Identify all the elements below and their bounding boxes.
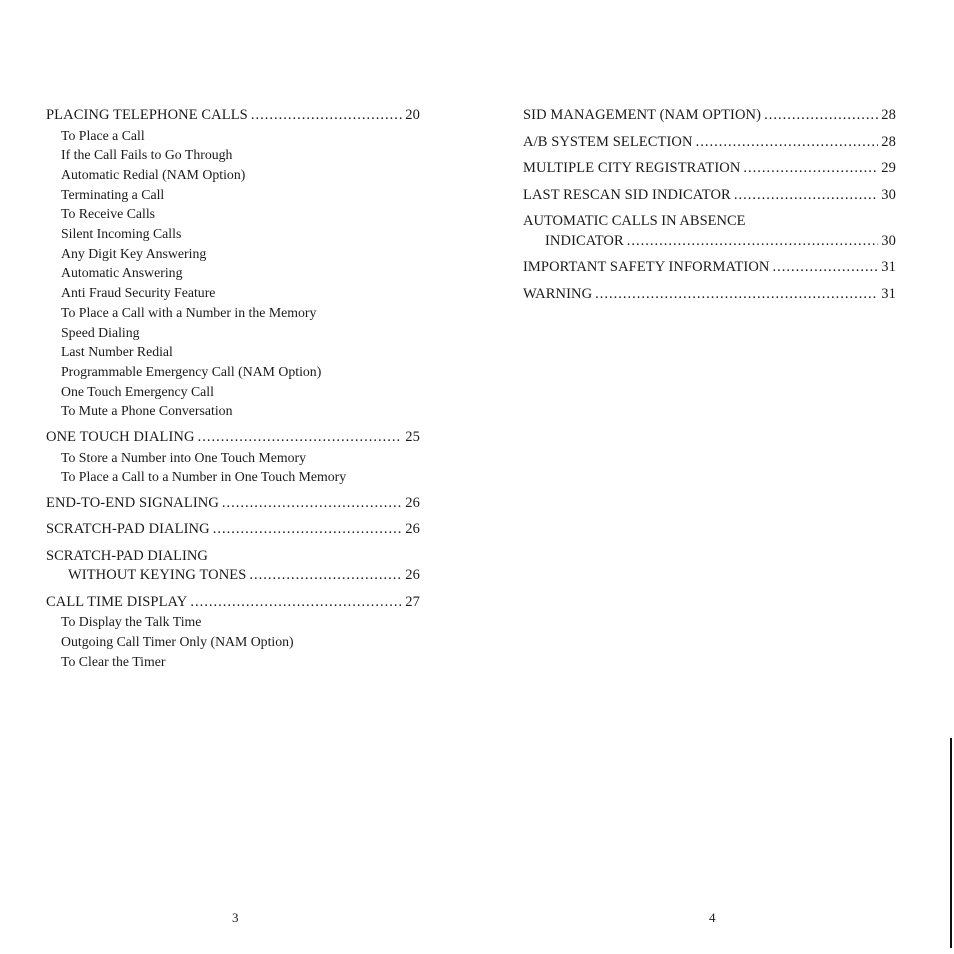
toc-subentry: Automatic Answering [61,265,183,281]
toc-leader-dots [772,258,878,278]
toc-left-column [46,106,420,679]
toc-page-number: 28 [881,107,896,123]
page-number-right: 4 [709,910,716,925]
toc-leader-dots [213,520,403,540]
toc-subentry: Anti Fraud Security Feature [61,285,216,301]
toc-leader-dots [190,593,402,613]
toc-section [46,494,420,514]
toc-entry [46,566,420,586]
toc-section [523,258,896,278]
toc-page-number: 31 [881,285,896,302]
toc-leader-dots [696,133,879,153]
toc-entry-title: WARNING [523,285,593,302]
toc-subentry: To Display the Talk Time [61,614,202,630]
toc-entry [523,285,896,305]
toc-page-number: 26 [405,494,420,511]
toc-section [46,106,420,421]
toc-entry [46,428,420,448]
toc-entry [523,133,896,153]
toc-entry-title: LAST RESCAN SID INDICATOR [523,186,731,203]
toc-entry [523,159,896,179]
toc-subentry: If the Call Fails to Go Through [61,147,233,163]
toc-subentry: Outgoing Call Timer Only (NAM Option) [61,634,294,650]
margin-rule [950,738,952,948]
toc-entry [523,232,896,252]
toc-entry-title: ONE TOUCH DIALING [46,429,195,446]
toc-leader-dots [249,566,402,586]
toc-entry-title: AUTOMATIC CALLS IN ABSENCE [523,213,746,229]
toc-section [523,285,896,305]
toc-entry-title: A/B SYSTEM SELECTION [523,133,693,150]
toc-page-number: 27 [405,593,420,610]
toc-entry-title: WITHOUT KEYING TONES [68,567,247,584]
toc-page-number: 31 [881,259,896,275]
toc-entry [523,106,896,126]
toc-page-number: 26 [405,521,420,538]
toc-subentry: Last Number Redial [61,344,173,360]
toc-page-number: 30 [881,186,896,203]
toc-subentry: Automatic Redial (NAM Option) [61,166,246,182]
toc-page-number: 29 [881,160,896,176]
toc-leader-dots [627,232,879,252]
toc-entry-title: INDICATOR [545,232,624,249]
page-number-left: 3 [232,910,239,925]
toc-subentry: Speed Dialing [61,324,140,340]
toc-section [523,133,896,153]
toc-section [523,106,896,126]
toc-entry [46,593,420,613]
toc-page-number: 26 [405,567,420,584]
toc-page-number: 20 [405,107,420,123]
toc-leader-dots [764,106,878,126]
toc-entry [523,258,896,278]
toc-subentry: To Clear the Timer [61,653,166,669]
toc-subentry: To Receive Calls [61,206,156,222]
toc-subentry: To Mute a Phone Conversation [61,403,233,419]
toc-section [523,212,896,251]
toc-subentry: Terminating a Call [61,186,165,202]
toc-subentry: To Place a Call [61,127,145,143]
toc-entry-title: IMPORTANT SAFETY INFORMATION [523,259,770,275]
toc-entry-title: MULTIPLE CITY REGISTRATION [523,160,741,176]
toc-entry [46,494,420,514]
toc-leader-dots [743,159,878,179]
toc-entry [523,186,896,206]
toc-subentry: Programmable Emergency Call (NAM Option) [61,363,322,379]
toc-entry-title: END-TO-END SIGNALING [46,494,219,511]
toc-entry-title: SCRATCH-PAD DIALING [46,547,208,564]
toc-entry-title: SID MANAGEMENT (NAM OPTION) [523,107,762,123]
toc-leader-dots [734,186,878,206]
toc-section [46,520,420,540]
toc-subentry: To Store a Number into One Touch Memory [61,449,306,465]
toc-section [46,547,420,586]
toc-section [46,428,420,487]
toc-section [523,159,896,179]
toc-entry [46,106,420,126]
toc-entry-title: CALL TIME DISPLAY [46,593,188,610]
toc-page-number: 28 [881,133,896,150]
toc-section [46,593,420,672]
toc-entry [46,520,420,540]
toc-leader-dots [198,428,403,448]
toc-leader-dots [222,494,402,514]
toc-leader-dots [595,285,878,305]
toc-subentry: To Place a Call to a Number in One Touch Memory [61,469,347,485]
toc-entry-title: PLACING TELEPHONE CALLS [46,107,248,123]
toc-leader-dots [251,106,402,126]
toc-page-number: 25 [405,429,420,446]
toc-subentry: Silent Incoming Calls [61,226,182,242]
toc-subentry: One Touch Emergency Call [61,383,214,399]
toc-right-column [523,106,896,311]
toc-subentry: Any Digit Key Answering [61,245,207,261]
toc-subentry: To Place a Call with a Number in the Memory [61,304,317,320]
toc-page-number: 30 [881,232,896,249]
toc-section [523,186,896,206]
toc-entry-title: SCRATCH-PAD DIALING [46,521,210,538]
